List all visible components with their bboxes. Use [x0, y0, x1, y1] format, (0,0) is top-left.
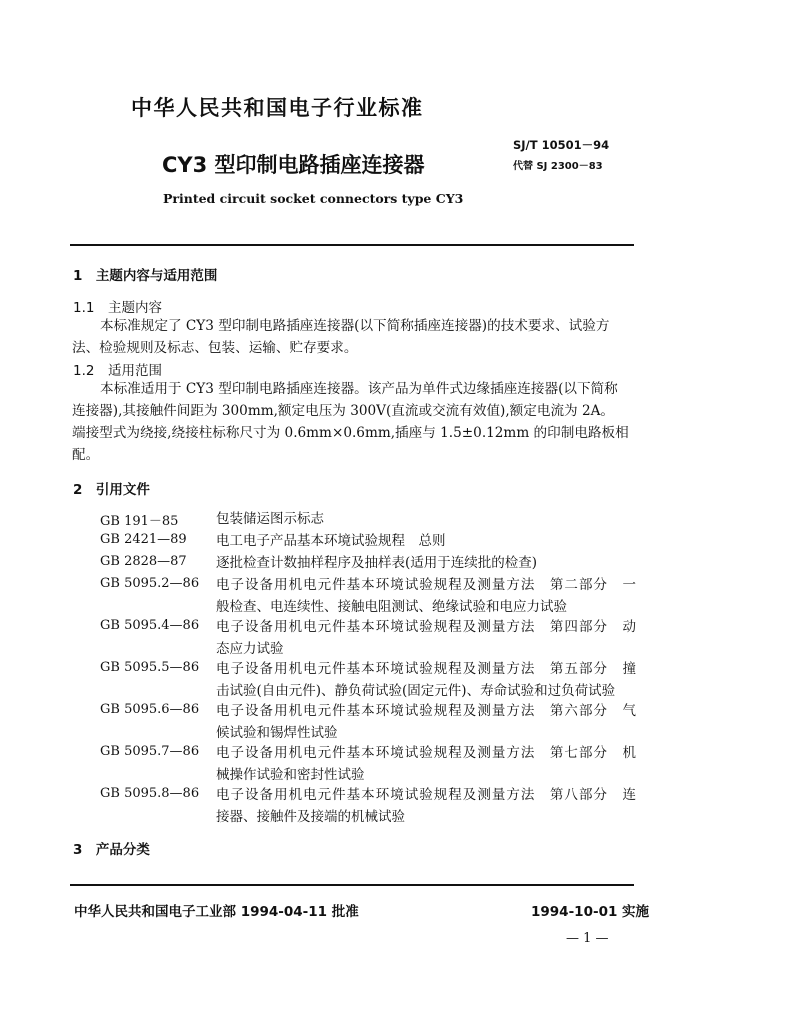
reference-code: GB 5095.7—86 — [100, 744, 200, 759]
reference-title: 电子设备用机电元件基本环境试验规程及测量方法 第四部分 动 — [216, 619, 636, 635]
reference-code: GB 2828—87 — [100, 554, 187, 569]
section-3-heading: 3 产品分类 — [73, 842, 150, 858]
page-number: — 1 — — [566, 931, 609, 946]
reference-code: GB 5095.2—86 — [100, 576, 200, 591]
standard-body-title: 中华人民共和国电子行业标准 — [131, 96, 424, 120]
reference-title: 包装储运图示标志 — [216, 511, 324, 527]
reference-code: GB 5095.4—86 — [100, 618, 200, 633]
paragraph-line: 本标准规定了 CY3 型印制电路插座连接器(以下简称插座连接器)的技术要求、试验方 — [100, 318, 610, 334]
reference-code: GB 5095.5—86 — [100, 660, 200, 675]
reference-title: 电子设备用机电元件基本环境试验规程及测量方法 第七部分 机 — [216, 745, 636, 761]
reference-code: GB 191－85 — [100, 514, 179, 529]
section-1-1-heading: 1.1 主题内容 — [73, 300, 162, 316]
reference-title-continued: 候试验和锡焊性试验 — [216, 725, 338, 741]
doc-number: SJ/T 10501－94 — [513, 138, 610, 152]
reference-title-continued: 械操作试验和密封性试验 — [216, 767, 365, 783]
section-2-heading: 2 引用文件 — [73, 482, 150, 498]
paragraph-line: 连接器),其接触件间距为 300mm,额定电压为 300V(直流或交流有效值),额定电流为 2A。 — [72, 403, 615, 419]
reference-title-continued: 态应力试验 — [216, 641, 284, 657]
reference-code: GB 5095.8—86 — [100, 786, 200, 801]
document-title-cn: CY3 型印制电路插座连接器 — [162, 153, 425, 177]
replaces-note: 代替 SJ 2300－83 — [513, 161, 603, 172]
reference-title: 电子设备用机电元件基本环境试验规程及测量方法 第二部分 一 — [216, 577, 636, 593]
reference-title: 电工电子产品基本环境试验规程 总则 — [216, 533, 446, 549]
footer-rule — [70, 884, 634, 886]
reference-title-continued: 般检查、电连续性、接触电阻测试、绝缘试验和电应力试验 — [216, 599, 567, 615]
header-rule — [70, 244, 634, 246]
reference-title-continued: 接器、接触件及接端的机械试验 — [216, 809, 405, 825]
section-1-2-heading: 1.2 适用范围 — [73, 363, 162, 379]
paragraph-line: 端接型式为绕接,绕接柱标称尺寸为 0.6mm×0.6mm,插座与 1.5±0.12mm 的印制电路板相 — [72, 425, 629, 441]
effective-date: 1994-10-01 实施 — [531, 904, 650, 920]
reference-title: 逐批检查计数抽样程序及抽样表(适用于连续批的检查) — [216, 555, 538, 571]
section-1-heading: 1 主题内容与适用范围 — [73, 268, 218, 284]
approval-line: 中华人民共和国电子工业部 1994-04-11 批准 — [74, 904, 359, 920]
reference-title: 电子设备用机电元件基本环境试验规程及测量方法 第八部分 连 — [216, 787, 636, 803]
reference-title-continued: 击试验(自由元件)、静负荷试验(固定元件)、寿命试验和过负荷试验 — [216, 683, 616, 699]
reference-code: GB 5095.6—86 — [100, 702, 200, 717]
paragraph-line: 本标准适用于 CY3 型印制电路插座连接器。该产品为单件式边缘插座连接器(以下简称 — [100, 381, 618, 397]
document-title-en: Printed circuit socket connectors type CY3 — [163, 191, 464, 206]
paragraph-line: 法、检验规则及标志、包装、运输、贮存要求。 — [72, 340, 358, 356]
reference-code: GB 2421—89 — [100, 532, 187, 547]
paragraph-line: 配。 — [72, 447, 100, 463]
reference-title: 电子设备用机电元件基本环境试验规程及测量方法 第六部分 气 — [216, 703, 636, 719]
reference-title: 电子设备用机电元件基本环境试验规程及测量方法 第五部分 撞 — [216, 661, 636, 677]
